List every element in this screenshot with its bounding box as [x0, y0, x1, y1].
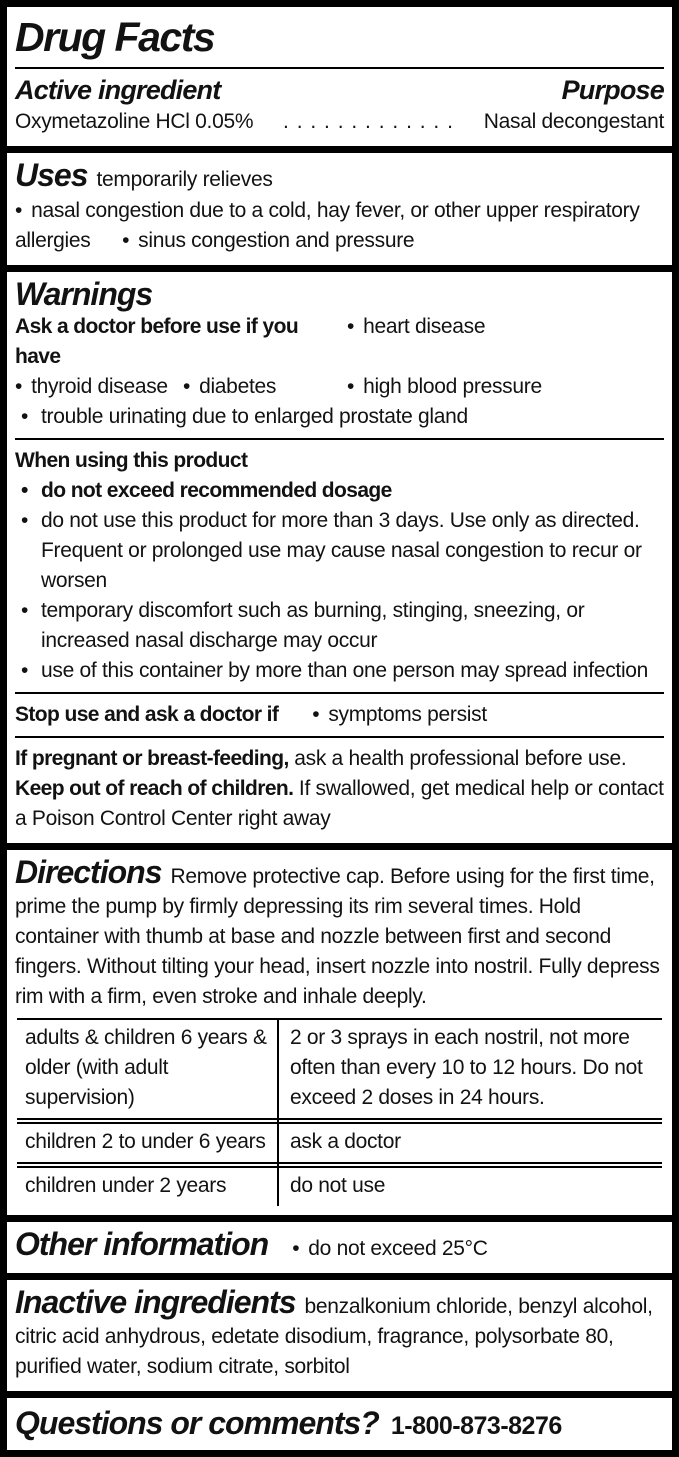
section-divider-bar	[7, 1273, 672, 1280]
bullet-marker: •	[21, 599, 29, 622]
section-divider-bar	[7, 1215, 672, 1222]
uses-heading: Uses	[15, 157, 88, 193]
age-cell: adults & children 6 years & older (with adult supervision)	[25, 1026, 267, 1109]
uses-heading-row	[15, 157, 664, 195]
warning-bullet-item	[347, 372, 664, 402]
warning-bullet-text: thyroid disease	[31, 375, 168, 398]
pregnancy-bold-1: If pregnant or breast-feeding,	[15, 747, 289, 770]
warnings-section	[7, 272, 672, 843]
directions-paragraph	[15, 854, 664, 1012]
when-using-lead: When using this product	[15, 449, 248, 472]
bullet-marker: •	[21, 509, 29, 532]
uses-bullet-text: nasal congestion due to a cold, hay fever, or other upper respiratory allergies	[15, 199, 640, 252]
bullet-marker: •	[347, 315, 355, 338]
ask-doctor-lead: Ask a doctor before use if you have	[15, 315, 299, 368]
stop-use-lead: Stop use and ask a doctor if	[15, 703, 279, 726]
bullet-marker: •	[183, 375, 191, 398]
bullet-marker: •	[15, 199, 23, 222]
warning-bullet-text: diabetes	[199, 375, 277, 398]
inactive-ingredients-section	[7, 1280, 672, 1391]
active-ingredient-name: Oxymetazoline HCl 0.05%	[15, 110, 254, 133]
bullet-marker: •	[21, 659, 29, 682]
warning-bullet-text: high blood pressure	[363, 375, 542, 398]
warnings-heading: Warnings	[15, 276, 153, 312]
warning-bullet-item	[312, 700, 487, 730]
dosage-table	[17, 1018, 662, 1206]
warning-bullet-text: temporary discomfort such as burning, stinging, sneezing, or increased nasal discharge may occur	[41, 599, 585, 652]
uses-bullet-item	[122, 229, 414, 252]
warnings-divider	[15, 736, 664, 738]
section-divider-bar	[7, 843, 672, 850]
header-section	[7, 7, 672, 146]
table-row	[17, 1020, 662, 1120]
warning-bullet-text: do not exceed recommended dosage	[41, 479, 392, 502]
warning-bullet-item	[183, 372, 347, 402]
directions-body: Remove protective cap. Before using for the first time, prime the pump by firmly depressing its rim several times. Hold container with thumb at base and nozzle between first and second fingers. Without tilting your head, insert nozzle into nostril. Fully depress rim with a firm, even stroke and inhale deeply.	[15, 865, 660, 1008]
bullet-marker: •	[312, 703, 320, 726]
uses-intro: temporarily relieves	[96, 168, 273, 191]
other-information-section	[7, 1222, 672, 1273]
drug-facts-title: Drug Facts	[15, 14, 215, 60]
dose-cell: do not use	[290, 1174, 386, 1197]
questions-row	[15, 1405, 664, 1441]
active-ingredient-header	[7, 69, 672, 106]
warning-bullet-text: heart disease	[363, 315, 486, 338]
table-row	[17, 1122, 662, 1164]
uses-section	[7, 153, 672, 265]
active-ingredient-heading: Active ingredient	[15, 75, 221, 105]
warning-bullet-text: symptoms persist	[328, 703, 487, 726]
pregnancy-text-1: ask a health professional before use.	[288, 747, 627, 770]
pregnancy-text-2: If swallowed, get medical help or contact a Poison Control Center right away	[15, 777, 664, 830]
directions-section	[7, 850, 672, 1215]
warnings-divider	[15, 438, 664, 440]
when-using-bullets	[15, 476, 664, 686]
phone-number: 1-800-873-8276	[390, 1412, 562, 1440]
bullet-marker: •	[21, 405, 29, 428]
warning-bullet-item	[347, 312, 664, 372]
keep-out-of-reach-bold: Keep out of reach of children.	[15, 777, 294, 800]
warning-bullet-item	[15, 506, 664, 596]
age-cell: children under 2 years	[25, 1174, 227, 1197]
section-divider-bar	[7, 146, 672, 153]
ask-doctor-row-1	[15, 312, 664, 372]
bullet-marker: •	[15, 375, 23, 398]
bullet-marker: •	[21, 479, 28, 502]
other-information-row	[15, 1226, 664, 1264]
dose-cell: ask a doctor	[290, 1130, 401, 1153]
pregnancy-paragraph	[15, 744, 664, 834]
warning-bullet-text: use of this container by more than one person may spread infection	[41, 659, 649, 682]
warning-bullet-item	[15, 656, 664, 686]
stop-use-row	[15, 700, 664, 730]
warning-bullet-text: trouble urinating due to enlarged prostate gland	[41, 405, 468, 428]
uses-bullets	[15, 196, 664, 256]
inactive-ingredients-heading: Inactive ingredients	[15, 1284, 296, 1320]
bullet-marker: •	[347, 375, 355, 398]
inactive-ingredients-body: benzalkonium chloride, benzyl alcohol, citric acid anhydrous, edetate disodium, fragrance, polysorbate 80, purified water, sodium citrate, sorbitol	[15, 1295, 653, 1378]
bullet-marker: •	[122, 229, 130, 252]
questions-heading: Questions or comments?	[15, 1405, 379, 1441]
bullet-marker: •	[292, 1237, 300, 1260]
inactive-ingredients-paragraph	[15, 1284, 664, 1382]
ask-doctor-row-2	[15, 372, 664, 402]
questions-section	[7, 1398, 672, 1450]
warning-bullet-item	[15, 596, 664, 656]
warning-bullet-item	[15, 476, 664, 506]
warning-bullet-item	[15, 402, 664, 432]
warning-bullet-text: do not use this product for more than 3 days. Use only as directed. Frequent or prolonged use may cause nasal congestion to recur or worsen	[41, 509, 642, 592]
table-row	[17, 1166, 662, 1206]
uses-bullet-text: sinus congestion and pressure	[138, 229, 415, 252]
other-information-bullet-text: do not exceed 25°C	[308, 1237, 488, 1260]
section-divider-bar	[7, 265, 672, 272]
leader-dots: . . . . . . . . . . . . .	[283, 110, 454, 133]
warnings-divider	[15, 692, 664, 694]
age-cell: children 2 to under 6 years	[25, 1130, 266, 1153]
other-information-heading: Other information	[15, 1226, 269, 1262]
warning-bullet-item	[15, 372, 183, 402]
purpose-value: Nasal decongestant	[483, 110, 664, 133]
active-ingredient-row	[7, 106, 672, 146]
purpose-heading: Purpose	[561, 75, 664, 105]
directions-heading: Directions	[15, 854, 162, 890]
other-information-bullet-item	[292, 1234, 487, 1264]
section-divider-bar	[7, 1391, 672, 1398]
dose-cell: 2 or 3 sprays in each nostril, not more often than every 10 to 12 hours. Do not exceed 2 doses in 24 hours.	[290, 1026, 643, 1109]
